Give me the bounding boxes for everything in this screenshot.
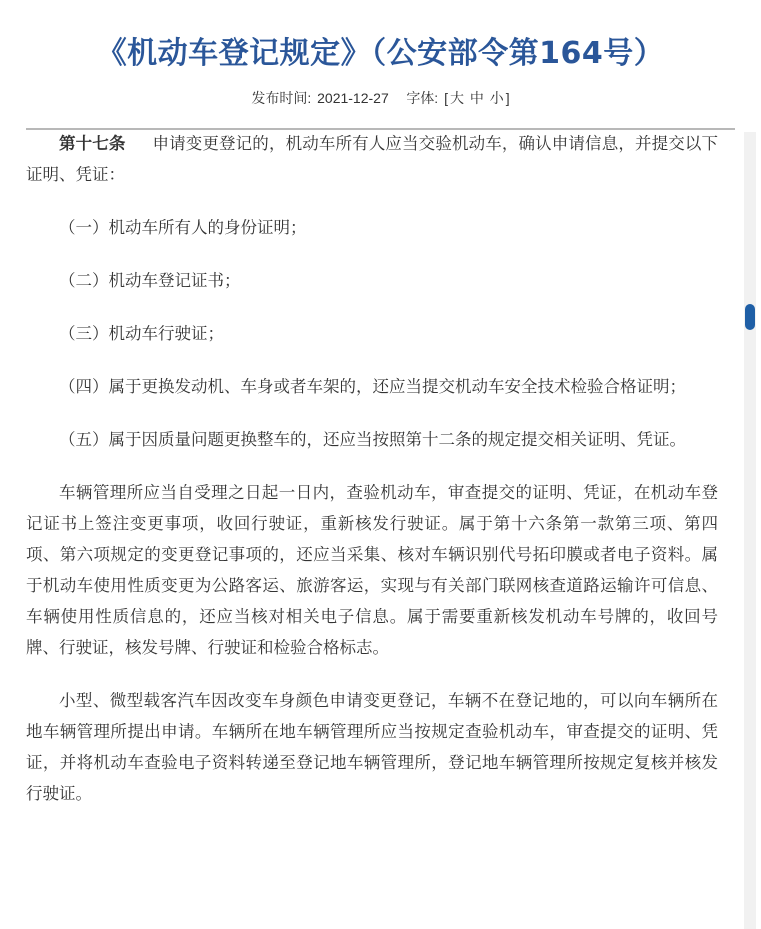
publish-label: 发布时间: (251, 90, 312, 106)
list-item: （二）机动车登记证书； (59, 271, 241, 290)
intro-text: 申请变更登记的，机动车所有人应当交验机动车，确认申请信息，并提交以下证明、凭证： (26, 134, 719, 184)
bracket-open: [ (444, 90, 448, 106)
article-heading: 第十七条 (59, 134, 126, 153)
scrollbar-thumb[interactable] (745, 304, 755, 330)
list-item: （三）机动车行驶证； (59, 324, 224, 343)
bracket-close: ] (505, 90, 510, 106)
paragraph: 车辆管理所应当自受理之日起一日内，查验机动车，审查提交的证明、凭证，在机动车登记证书上签注变更事项，收回行驶证，重新核发行驶证。属于第十六条第一款第三项、第四项、第六项规定的变更登记事项的，还应当采集、核对车辆识别代号拓印膜或者电子资料。属于机动车使用性质变更为公路客运、旅游客运，实现与有关部门联网核查道路运输许可信息、车辆使用性质信息的，还应当核对相关电子信息。属于需要重新核发机动车号牌的，收回号牌、行驶证，核发号牌、行驶证和检验合格标志。 (26, 483, 718, 657)
font-size-label: 字体: (406, 90, 439, 106)
article-body (26, 128, 718, 809)
list-item: （五）属于因质量问题更换整车的，还应当按照第十二条的规定提交相关证明、凭证。 (59, 430, 686, 449)
list-item: （四）属于更换发动机、车身或者车架的，还应当提交机动车安全技术检验合格证明； (59, 377, 686, 396)
scrollbar-track[interactable] (744, 132, 756, 929)
article-intro (26, 128, 718, 190)
font-size-medium-link[interactable]: 中 (469, 90, 484, 106)
publish-date: 2021-12-27 (317, 90, 389, 106)
paragraph: 小型、微型载客汽车因改变车身颜色申请变更登记，车辆不在登记地的，可以向车辆所在地车辆管理所提出申请。车辆所在地车辆管理所应当按规定查验机动车，审查提交的证明、凭证，并将机动车查验电子资料转递至登记地车辆管理所，登记地车辆管理所按规定复核并核发行驶证。 (26, 691, 718, 803)
font-size-large-link[interactable]: 大 (449, 90, 464, 106)
page-title: 《机动车登记规定》（公安部令第164号） (96, 36, 665, 71)
font-size-small-link[interactable]: 小 (489, 90, 504, 106)
article-meta (0, 88, 761, 108)
list-item: （一）机动车所有人的身份证明； (59, 218, 307, 237)
